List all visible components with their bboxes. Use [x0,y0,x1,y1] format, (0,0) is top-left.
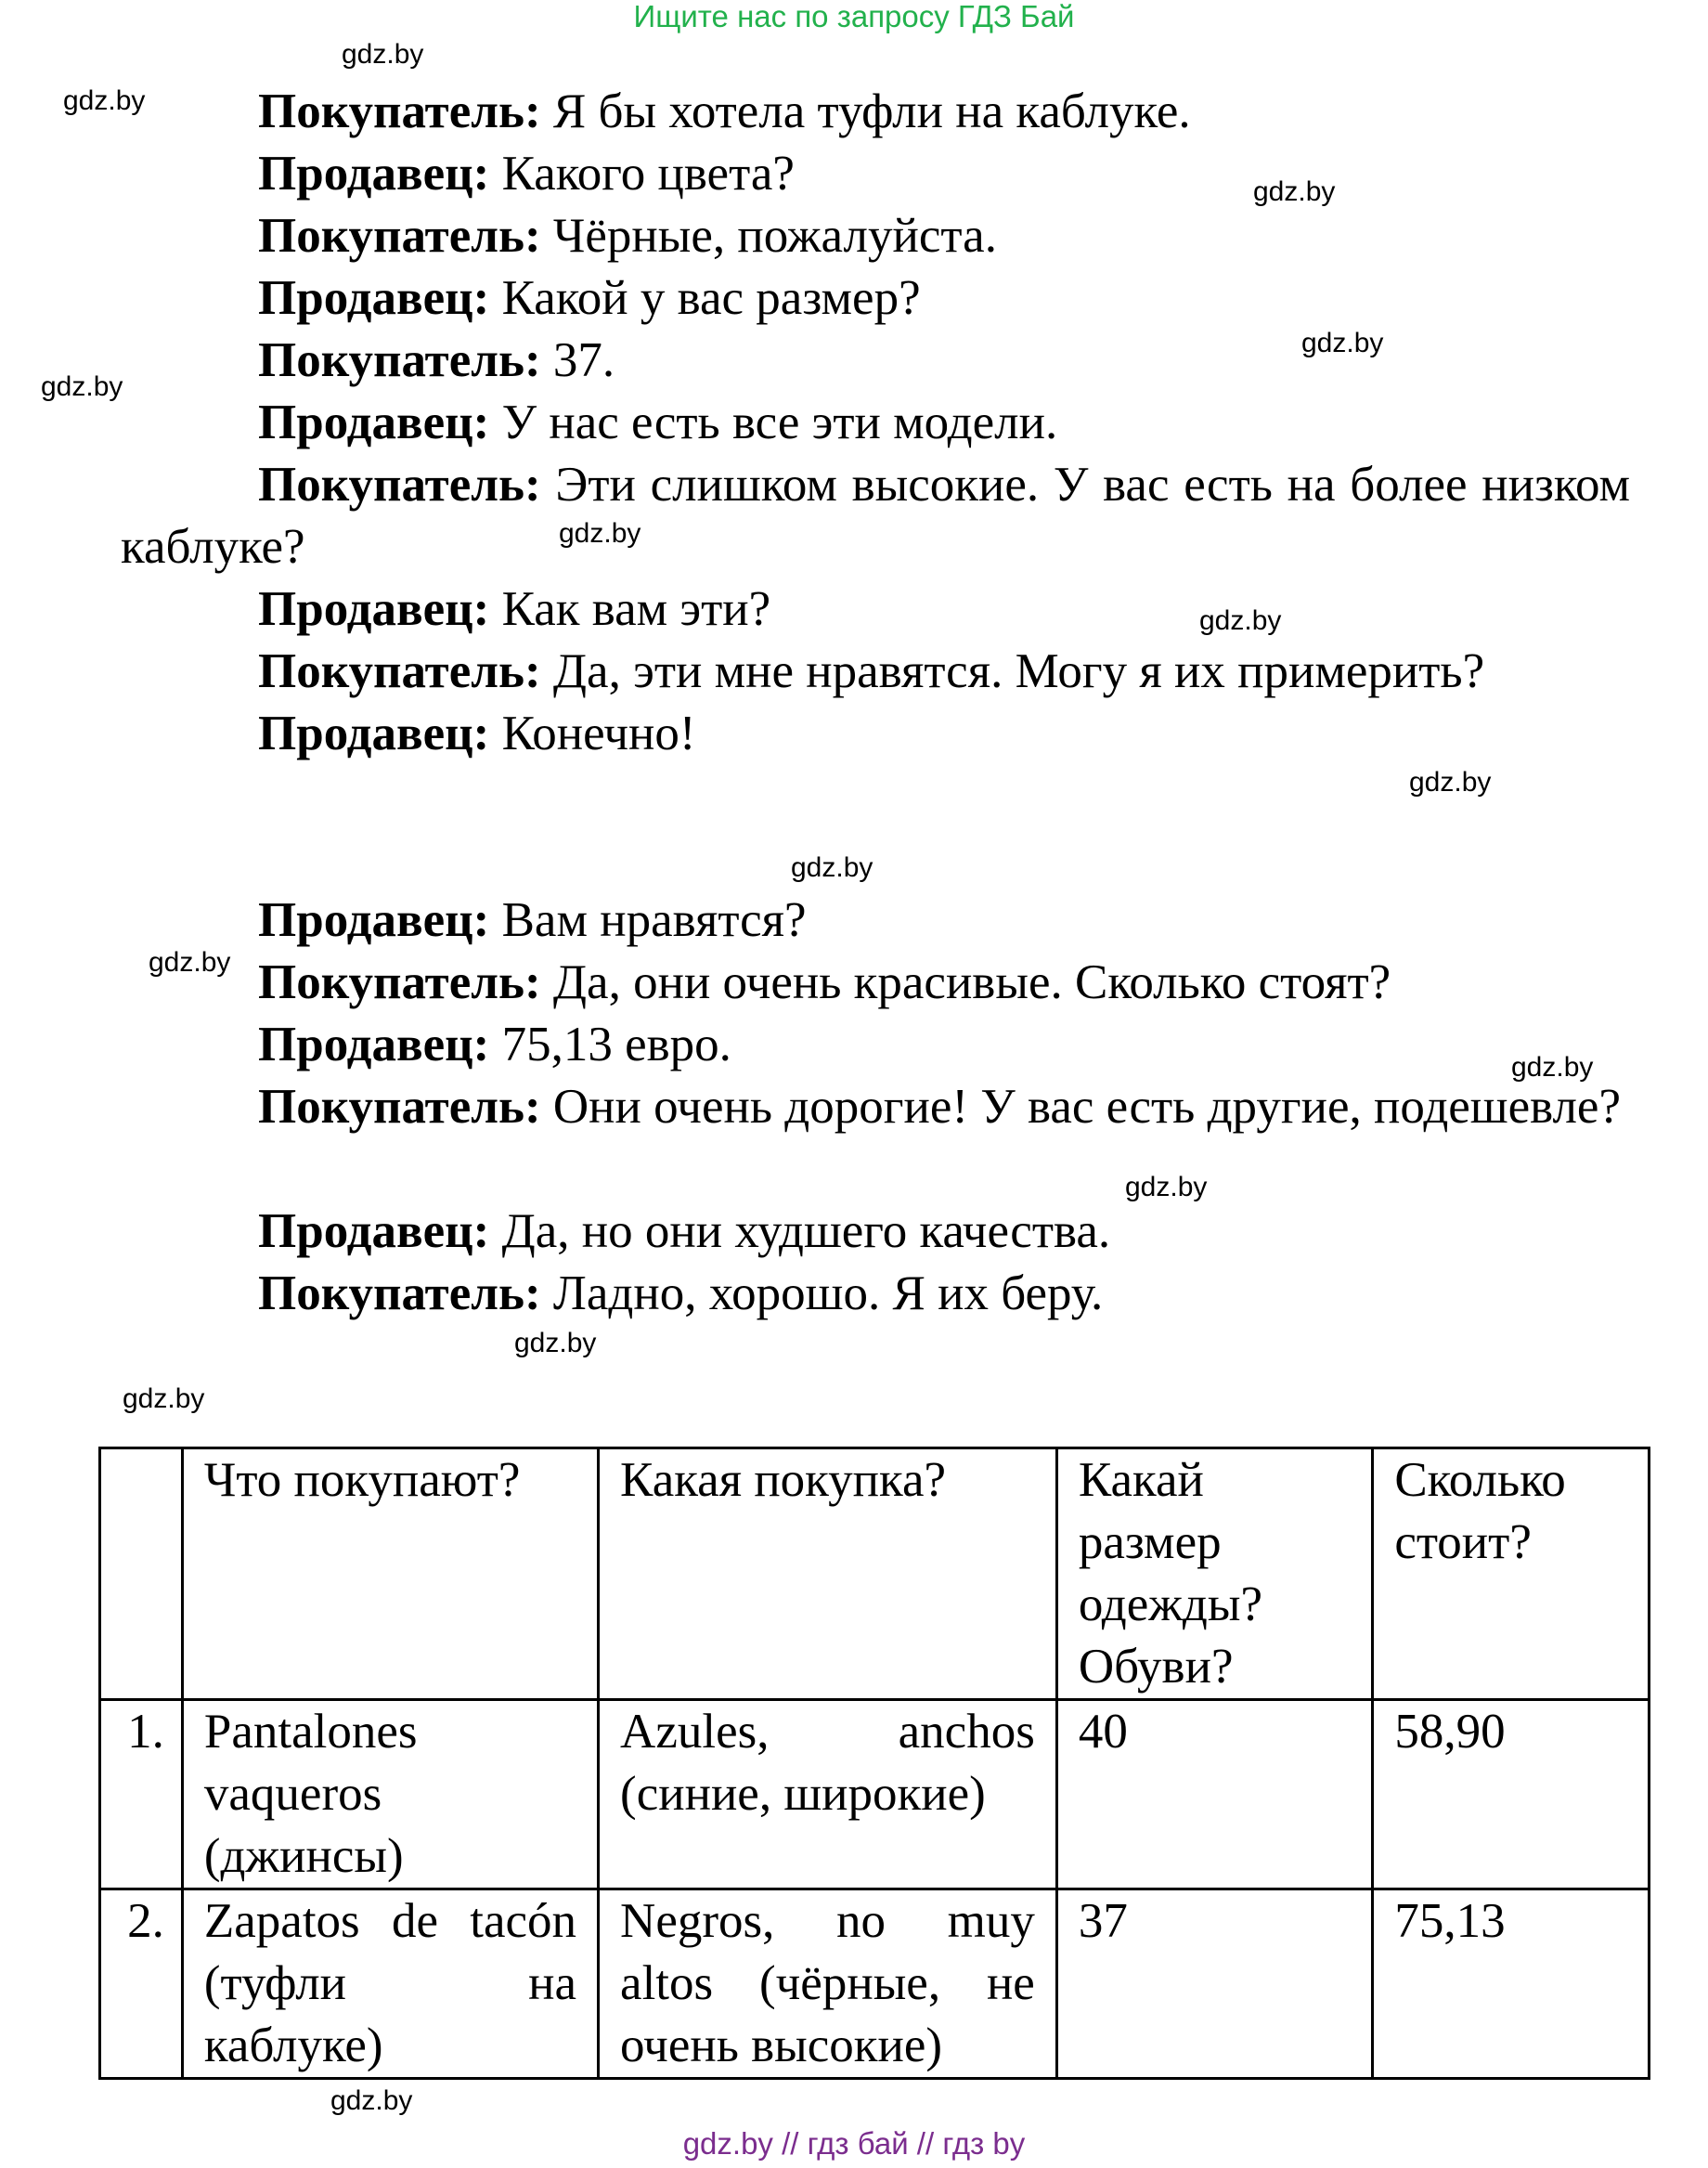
watermark: gdz.by [123,1383,205,1414]
watermark: gdz.by [1125,1172,1208,1202]
cell-item: Zapatos de tacón (туфли на каблуке) [182,1889,598,2079]
speaker-label: Продавец: [258,1204,490,1258]
watermark: gdz.by [342,39,424,70]
speaker-label: Покупатель: [258,333,541,387]
cell-size: 37 [1056,1889,1372,2079]
line-text: Конечно! [489,707,696,760]
header-cell-what: Что покупают? [182,1448,598,1700]
watermark: gdz.by [330,2085,413,2116]
cell-price: 58,90 [1373,1700,1650,1889]
speaker-label: Покупатель: [258,209,541,263]
watermark: gdz.by [1409,767,1492,798]
watermark: gdz.by [791,852,873,883]
line-text: Какого цвета? [489,147,795,201]
dialogue-line [258,1266,1103,1321]
table-header-row [100,1448,1650,1700]
row-number: 2. [100,1889,183,2079]
speaker-label: Покупатель: [258,84,541,138]
cell-description: Azules, anchos (синие, широкие) [599,1700,1057,1889]
top-banner[interactable]: Ищите нас по запросу ГДЗ Бай [633,0,1075,33]
cell-item: Pantalones vaqueros (джинсы) [182,1700,598,1889]
dialogue-line [258,146,795,201]
header-cell-which: Какая покупка? [599,1448,1057,1700]
watermark: gdz.by [514,1328,597,1358]
dialogue-line [258,892,807,948]
watermark: gdz.by [1199,605,1282,636]
dialogue-line [121,1076,1630,1138]
speaker-label: Продавец: [258,1018,490,1071]
speaker-label: Покупатель: [258,644,541,698]
speaker-label: Продавец: [258,271,490,325]
footer-links[interactable]: gdz.by // гдз бай // гдз by [682,2126,1026,2161]
cell-size: 40 [1056,1700,1372,1889]
dialogue-line [258,706,696,761]
speaker-label: Покупатель: [258,955,541,1009]
purchase-table [98,1447,1650,2080]
dialogue-line [258,954,1391,1010]
speaker-label: Покупатель: [258,1266,541,1320]
speaker-label: Продавец: [258,396,490,449]
speaker-label: Продавец: [258,893,490,947]
watermark: gdz.by [1253,176,1336,207]
line-text: Да, но они худшего качества. [489,1204,1111,1258]
dialogue-line [258,643,1484,699]
line-text: 37. [540,333,615,387]
dialogue-line [258,270,921,326]
header-cell-size: Какай размер одежды? Обуви? [1056,1448,1372,1700]
line-text: Какой у вас размер? [489,271,921,325]
table-row [100,1889,1650,2079]
line-text: Эти слишком высокие. У вас есть на более низком каблуке? [121,458,1630,574]
watermark: gdz.by [63,85,146,116]
watermark: gdz.by [559,518,641,549]
dialogue-line [258,1017,731,1072]
line-text: Чёрные, пожалуйста. [540,209,997,263]
speaker-label: Покупатель: [258,458,541,512]
watermark: gdz.by [41,371,123,402]
line-text: Ладно, хорошо. Я их беру. [540,1266,1104,1320]
cell-description: Negros, no muy altos (чёрные, не очень высокие) [599,1889,1057,2079]
watermark: gdz.by [149,947,231,978]
cell-price: 75,13 [1373,1889,1650,2079]
line-text: Да, они очень красивые. Сколько стоят? [540,955,1391,1009]
dialogue-line [258,208,997,264]
speaker-label: Продавец: [258,707,490,760]
line-text: Как вам эти? [489,582,771,636]
line-text: Они очень дорогие! У вас есть другие, подешевле? [540,1080,1621,1134]
watermark: gdz.by [1511,1052,1594,1083]
line-text: У нас есть все эти модели. [489,396,1058,449]
dialogue-line [258,84,1191,139]
watermark: gdz.by [1301,328,1384,358]
dialogue-line [258,581,770,637]
line-text: Вам нравятся? [489,893,807,947]
dialogue-line [258,395,1057,450]
header-cell-price: Сколько стоит? [1373,1448,1650,1700]
dialogue-line [258,332,615,388]
dialogue-line [258,1203,1110,1259]
line-text: Да, эти мне нравятся. Могу я их примерить? [540,644,1485,698]
line-text: Я бы хотела туфли на каблуке. [540,84,1191,138]
speaker-label: Продавец: [258,147,490,201]
line-text: 75,13 евро. [489,1018,731,1071]
speaker-label: Продавец: [258,582,490,636]
dialogue-line [121,454,1630,578]
table-row [100,1700,1650,1889]
speaker-label: Покупатель: [258,1080,541,1134]
header-cell-number [100,1448,183,1700]
row-number: 1. [100,1700,183,1889]
